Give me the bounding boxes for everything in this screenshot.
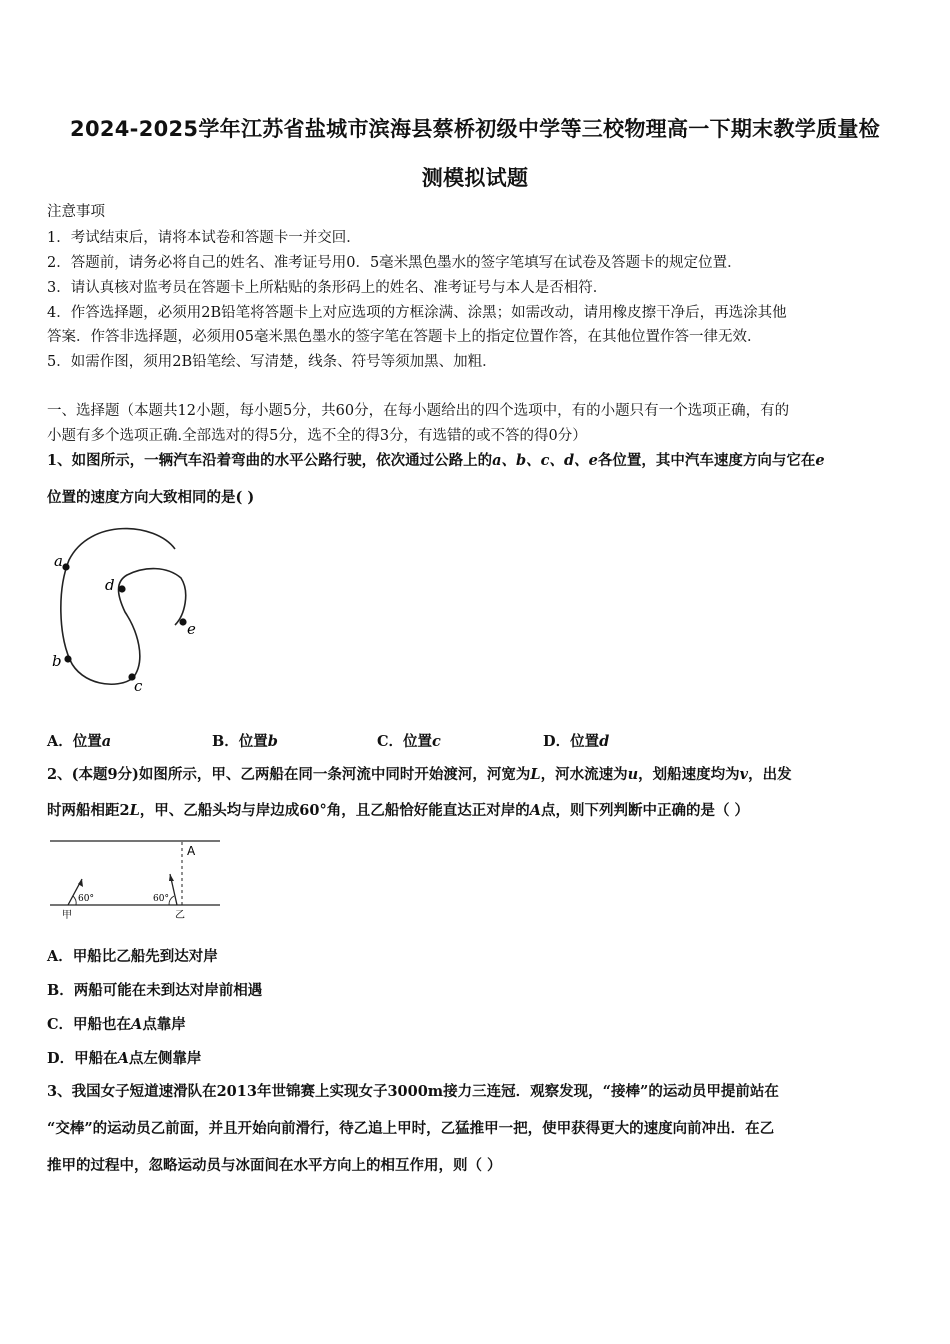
q2-option-c[interactable]: C．甲船也在A点靠岸 xyxy=(47,1016,186,1033)
notice-item-2: 2．答题前，请务必将自己的姓名、准考证号用0．5毫米黑色墨水的签字笔填写在试卷及答题卡的规定位置． xyxy=(47,255,742,271)
section-heading-cont: 小题有多个选项正确.全部选对的得5分，选不全的得3分，有选错的或不答的得0分） xyxy=(47,428,587,444)
q1-option-d[interactable]: D．位置d xyxy=(543,733,610,750)
q3-stem-line1: 3、我国女子短道速滑队在2013年世锦赛上实现女子3000m接力三连冠．观察发现，“接棒”的运动员甲提前站在 xyxy=(47,1083,779,1100)
notice-item-4-cont: 答案．作答非选择题，必须用05毫米黑色墨水的签字笔在答题卡上的指定位置作答，在其他位置作答一律无效． xyxy=(47,329,762,345)
exam-title-line2: 测模拟试题 xyxy=(421,166,529,190)
q2-option-b[interactable]: B．两船可能在未到达对岸前相遇 xyxy=(47,982,263,999)
q1-stem-line2: 位置的速度方向大致相同的是( ) xyxy=(47,489,255,506)
notice-item-1: 1．考试结束后，请将本试卷和答题卡一并交回． xyxy=(47,230,361,246)
point-e xyxy=(179,618,186,625)
label-point-a: A xyxy=(187,844,196,858)
label-yi: 乙 xyxy=(175,910,185,920)
notice-item-4: 4．作答选择题，必须用2B铅笔将答题卡上对应选项的方框涂满、涂黑；如需改动，请用橡皮擦干净后，再选涂其他 xyxy=(47,305,787,321)
angle-label-jia: 60° xyxy=(78,894,94,904)
q2-option-a[interactable]: A．甲船比乙船先到达对岸 xyxy=(47,948,218,965)
notice-item-3: 3．请认真核对监考员在答题卡上所粘贴的条形码上的姓名、准考证号与本人是否相符． xyxy=(47,280,608,296)
angle-label-yi: 60° xyxy=(153,894,169,904)
q1-stem-line1: 1、如图所示，一辆汽车沿着弯曲的水平公路行驶，依次通过公路上的a、b、c、d、e各位置，其中汽车速度方向与它在e xyxy=(47,452,825,469)
q2-stem-line1: 2、(本题9分)如图所示，甲、乙两船在同一条河流中同时开始渡河，河宽为L，河水流速为u，划船速度均为v，出发 xyxy=(47,766,792,783)
label-e: e xyxy=(187,620,196,638)
label-a: a xyxy=(54,552,63,570)
road-curve-outer xyxy=(61,529,186,685)
label-c: c xyxy=(134,677,143,695)
notice-heading: 注意事项 xyxy=(47,204,105,220)
q1-road-figure xyxy=(45,520,215,700)
q1-option-b[interactable]: B．位置b xyxy=(212,733,278,750)
point-a xyxy=(62,563,69,570)
point-b xyxy=(64,655,71,662)
section-heading: 一、选择题（本题共12小题，每小题5分，共60分，在每小题给出的四个选项中，有的小题只有一个选项正确，有的 xyxy=(47,403,790,419)
q1-option-c[interactable]: C．位置c xyxy=(377,733,441,750)
label-d: d xyxy=(105,576,115,594)
q3-stem-line3: 推甲的过程中，忽略运动员与冰面间在水平方向上的相互作用，则（ ） xyxy=(47,1157,502,1174)
notice-item-5: 5．如需作图，须用2B铅笔绘、写清楚，线条、符号等须加黑、加粗． xyxy=(47,354,497,370)
label-b: b xyxy=(52,652,62,670)
q2-option-d[interactable]: D．甲船在A点左侧靠岸 xyxy=(47,1050,202,1067)
q2-stem-line2: 时两船相距2L，甲、乙船头均与岸边成60°角，且乙船恰好能直达正对岸的A点，则下列判断中正确的是（ ） xyxy=(47,802,750,819)
q3-stem-line2: “交棒”的运动员乙前面，并且开始向前滑行，待乙追上甲时，乙猛推甲一把，使甲获得更大的速度向前冲出．在乙 xyxy=(47,1120,775,1137)
point-d xyxy=(118,585,125,592)
q2-river-figure xyxy=(45,835,225,920)
label-jia: 甲 xyxy=(62,910,72,920)
exam-title-line1: 2024-2025学年江苏省盐城市滨海县蔡桥初级中学等三校物理高一下期末教学质量检 xyxy=(70,117,880,141)
q1-option-a[interactable]: A．位置a xyxy=(47,733,112,750)
